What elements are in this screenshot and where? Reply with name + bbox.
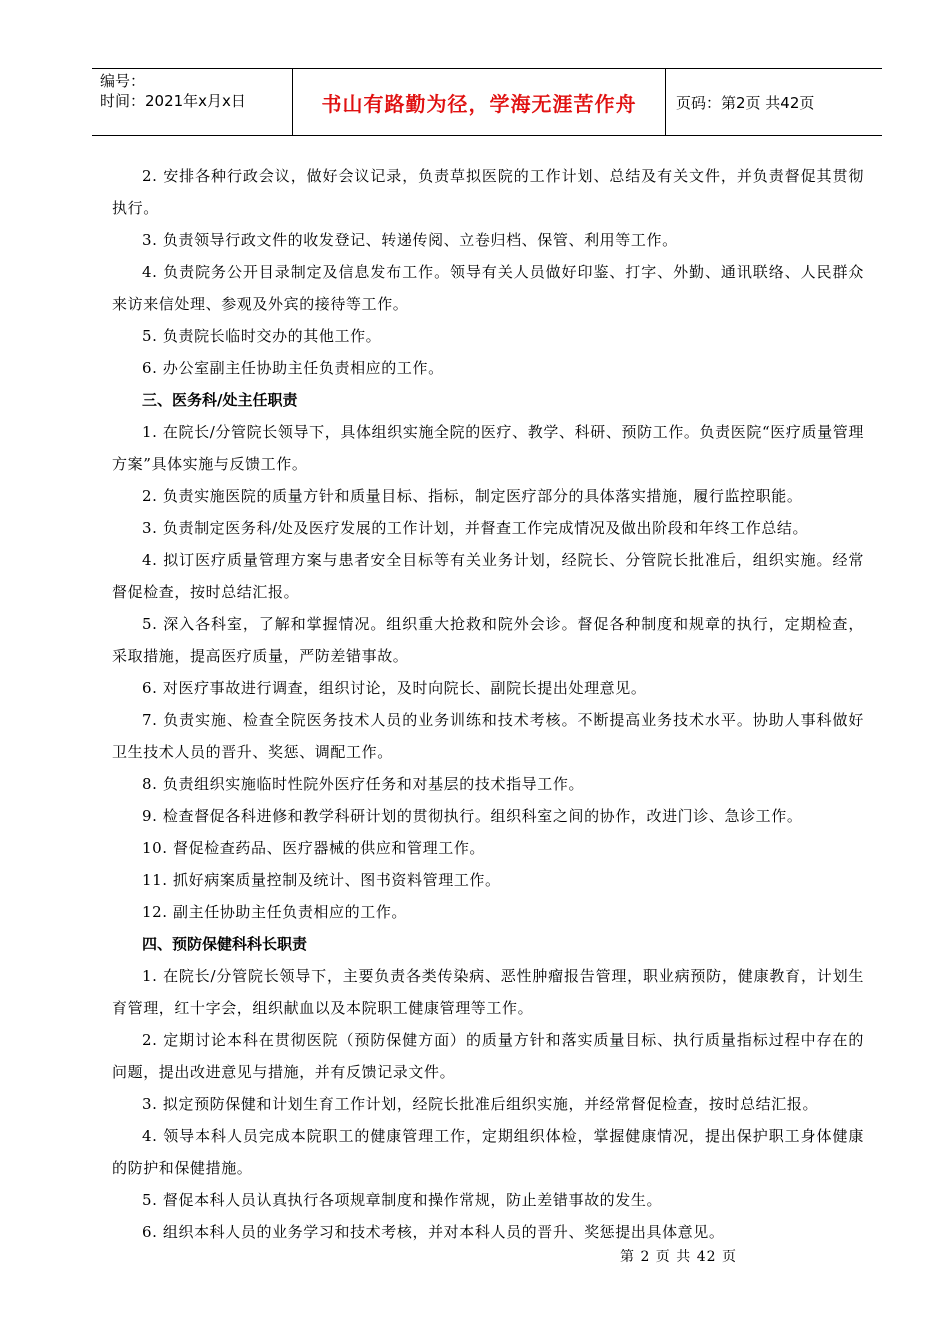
paragraph: 3. 负责领导行政文件的收发登记、转递传阅、立卷归档、保管、利用等工作。 bbox=[142, 231, 678, 249]
paragraph: 2. 负责实施医院的质量方针和质量目标、指标，制定医疗部分的具体落实措施，履行监控职能。 bbox=[142, 487, 803, 505]
paragraph: 1. 在院长/分管院长领导下，主要负责各类传染病、恶性肿瘤报告管理，职业病预防，健康教育，计划生育管理，红十字会，组织献血以及本院职工健康管理等工作。 bbox=[112, 967, 864, 1017]
document-code-label: 编号： bbox=[100, 72, 146, 90]
paragraph: 5. 负责院长临时交办的其他工作。 bbox=[142, 327, 382, 345]
paragraph: 4. 领导本科人员完成本院职工的健康管理工作，定期组织体检，掌握健康情况，提出保护职工身体健康的防护和保健措施。 bbox=[112, 1127, 864, 1177]
section-heading: 三、医务科/处主任职责 bbox=[142, 391, 298, 409]
page-footer: 第 2 页 共 42 页 bbox=[620, 1249, 737, 1265]
paragraph: 4. 负责院务公开目录制定及信息发布工作。领导有关人员做好印鉴、打字、外勤、通讯联络、人民群众来访来信处理、参观及外宾的接待等工作。 bbox=[112, 263, 864, 313]
header-motto: 书山有路勤为径，学海无涯苦作舟 bbox=[321, 91, 637, 116]
section-heading: 四、预防保健科科长职责 bbox=[142, 935, 308, 953]
paragraph: 5. 督促本科人员认真执行各项规章制度和操作常规，防止差错事故的发生。 bbox=[142, 1191, 663, 1209]
paragraph: 10. 督促检查药品、医疗器械的供应和管理工作。 bbox=[142, 839, 486, 857]
paragraph: 11. 抓好病案质量控制及统计、图书资料管理工作。 bbox=[142, 871, 501, 889]
paragraph: 2. 安排各种行政会议，做好会议记录，负责草拟医院的工作计划、总结及有关文件，并负责督促其贯彻执行。 bbox=[112, 167, 864, 217]
paragraph: 6. 对医疗事故进行调查，组织讨论，及时向院长、副院长提出处理意见。 bbox=[142, 679, 647, 697]
paragraph: 9. 检查督促各科进修和教学科研计划的贯彻执行。组织科室之间的协作，改进门诊、急诊工作。 bbox=[142, 807, 803, 825]
header-motto-cell bbox=[292, 69, 666, 135]
paragraph: 7. 负责实施、检查全院医务技术人员的业务训练和技术考核。不断提高业务技术水平。协助人事科做好卫生技术人员的晋升、奖惩、调配工作。 bbox=[112, 711, 864, 761]
paragraph: 6. 办公室副主任协助主任负责相应的工作。 bbox=[142, 359, 444, 377]
header-page-number: 页码：第2页 共42页 bbox=[676, 93, 815, 112]
paragraph: 12. 副主任协助主任负责相应的工作。 bbox=[142, 903, 408, 921]
page-header bbox=[92, 68, 882, 136]
paragraph: 1. 在院长/分管院长领导下，具体组织实施全院的医疗、教学、科研、预防工作。负责医院“医疗质量管理方案”具体实施与反馈工作。 bbox=[112, 423, 864, 473]
paragraph: 6. 组织本科人员的业务学习和技术考核，并对本科人员的晋升、奖惩提出具体意见。 bbox=[142, 1223, 725, 1241]
document-time-label: 时间：2021年x月x日 bbox=[100, 92, 246, 110]
header-meta bbox=[92, 69, 292, 135]
paragraph: 5. 深入各科室，了解和掌握情况。组织重大抢救和院外会诊。督促各种制度和规章的执行，定期检查，采取措施，提高医疗质量，严防差错事故。 bbox=[112, 615, 864, 665]
paragraph: 4. 拟订医疗质量管理方案与患者安全目标等有关业务计划，经院长、分管院长批准后，组织实施。经常督促检查，按时总结汇报。 bbox=[112, 551, 864, 601]
header-page-cell bbox=[666, 69, 882, 135]
document-body bbox=[112, 160, 864, 1248]
paragraph: 3. 负责制定医务科/处及医疗发展的工作计划，并督查工作完成情况及做出阶段和年终工作总结。 bbox=[142, 519, 809, 537]
paragraph: 2. 定期讨论本科在贯彻医院（预防保健方面）的质量方针和落实质量目标、执行质量指标过程中存在的问题，提出改进意见与措施，并有反馈记录文件。 bbox=[112, 1031, 864, 1081]
paragraph: 8. 负责组织实施临时性院外医疗任务和对基层的技术指导工作。 bbox=[142, 775, 585, 793]
paragraph: 3. 拟定预防保健和计划生育工作计划，经院长批准后组织实施，并经常督促检查，按时总结汇报。 bbox=[142, 1095, 819, 1113]
